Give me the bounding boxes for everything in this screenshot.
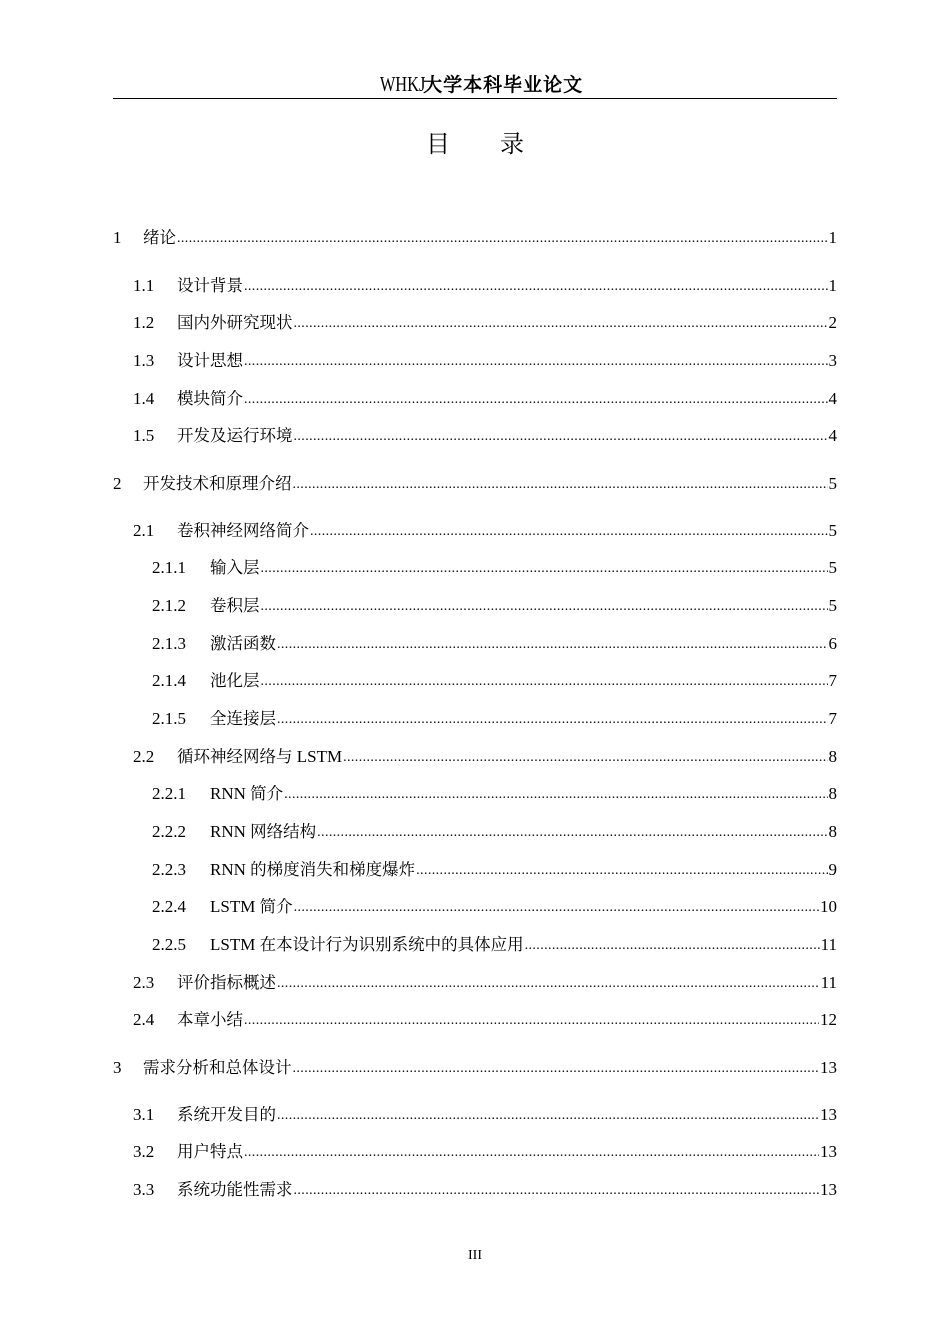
toc-entry-number: 3.3 bbox=[133, 1180, 155, 1199]
toc-entry-title: 绪论 bbox=[143, 228, 176, 247]
toc-entry-page: 11 bbox=[820, 973, 837, 992]
toc-entry-page: 8 bbox=[828, 747, 837, 766]
toc-entry[interactable] bbox=[133, 349, 837, 373]
toc-leader-dots bbox=[284, 783, 827, 807]
toc-entry[interactable] bbox=[152, 933, 837, 957]
toc-entry[interactable] bbox=[152, 669, 837, 693]
toc-leader-dots bbox=[293, 1057, 820, 1081]
toc-entry-page: 4 bbox=[828, 389, 837, 408]
toc-entry-page: 6 bbox=[828, 634, 837, 653]
toc-entry-number: 2.1.1 bbox=[152, 558, 186, 577]
toc-entry-number: 1.5 bbox=[133, 426, 155, 445]
toc-entry-number: 2.4 bbox=[133, 1010, 155, 1029]
toc-leader-dots bbox=[294, 425, 828, 449]
toc-entry-title: 国内外研究现状 bbox=[177, 313, 293, 332]
toc-entry[interactable] bbox=[113, 1056, 837, 1080]
toc-entry-number: 2.1.3 bbox=[152, 634, 186, 653]
toc-entry[interactable] bbox=[152, 707, 837, 731]
toc-entry-title: 卷积神经网络简介 bbox=[177, 521, 309, 540]
header-title: 大学本科毕业论文 bbox=[423, 74, 584, 96]
toc-entry-number: 2.1.4 bbox=[152, 671, 186, 690]
toc-entry[interactable] bbox=[133, 971, 837, 995]
toc-entry-title: 需求分析和总体设计 bbox=[143, 1058, 292, 1077]
toc-entry-title: 本章小结 bbox=[177, 1010, 243, 1029]
toc-entry-number: 2.2 bbox=[133, 747, 155, 766]
toc-entry-page: 11 bbox=[820, 935, 837, 954]
toc-entry-number: 1.3 bbox=[133, 351, 155, 370]
toc-entry-title: 模块简介 bbox=[177, 389, 243, 408]
toc-entry-title: 全连接层 bbox=[210, 709, 276, 728]
toc-entry-title: 用户特点 bbox=[177, 1142, 243, 1161]
toc-leader-dots bbox=[261, 670, 828, 694]
toc-entry-page: 7 bbox=[828, 671, 837, 690]
toc-entry-title: RNN 的梯度消失和梯度爆炸 bbox=[210, 860, 416, 879]
toc-leader-dots bbox=[277, 972, 820, 996]
toc-entry-number: 1.1 bbox=[133, 276, 155, 295]
toc-entry[interactable] bbox=[113, 226, 837, 250]
toc-leader-dots bbox=[244, 1141, 819, 1165]
toc-entry-number: 2.2.5 bbox=[152, 935, 186, 954]
toc-entry-title: 系统功能性需求 bbox=[177, 1180, 293, 1199]
toc-leader-dots bbox=[261, 557, 828, 581]
toc-leader-dots bbox=[277, 708, 828, 732]
toc-leader-dots bbox=[294, 1179, 820, 1203]
toc-entry-page: 5 bbox=[828, 596, 837, 615]
toc-title-char-2: 录 bbox=[500, 130, 524, 158]
toc-entry-page: 13 bbox=[820, 1180, 837, 1199]
toc-entry[interactable] bbox=[133, 1178, 837, 1202]
toc-entry-title: 评价指标概述 bbox=[177, 973, 276, 992]
toc-leader-dots bbox=[277, 1104, 819, 1128]
toc-entry-number: 2.2.2 bbox=[152, 822, 186, 841]
toc-entry-number: 1 bbox=[113, 228, 122, 247]
toc-entry-title: RNN 网络结构 bbox=[210, 822, 317, 841]
toc-entry[interactable] bbox=[152, 632, 837, 656]
toc-leader-dots bbox=[416, 859, 827, 883]
toc-entry-page: 8 bbox=[828, 784, 837, 803]
toc-entry-page: 1 bbox=[828, 228, 837, 247]
toc-entry-title: 系统开发目的 bbox=[177, 1105, 276, 1124]
toc-entry-title: 开发技术和原理介绍 bbox=[143, 474, 292, 493]
toc-leader-dots bbox=[244, 350, 828, 374]
header-brand: WHKJ bbox=[379, 72, 426, 96]
toc-entry-page: 5 bbox=[828, 474, 837, 493]
toc-entry-page: 5 bbox=[828, 521, 837, 540]
toc-entry-title: 设计思想 bbox=[177, 351, 243, 370]
toc-title-char-1: 目 bbox=[426, 130, 450, 158]
toc-entry-number: 2.2.1 bbox=[152, 784, 186, 803]
toc-entry[interactable] bbox=[133, 424, 837, 448]
toc-leader-dots bbox=[244, 275, 828, 299]
toc-entry-page: 7 bbox=[828, 709, 837, 728]
toc-entry-number: 1.2 bbox=[133, 313, 155, 332]
toc-entry[interactable] bbox=[152, 556, 837, 580]
toc-title bbox=[0, 124, 950, 159]
toc-entry[interactable] bbox=[133, 387, 837, 411]
toc-entry[interactable] bbox=[133, 311, 837, 335]
toc-entry[interactable] bbox=[133, 274, 837, 298]
toc-entry-page: 13 bbox=[820, 1142, 837, 1161]
toc-entry[interactable] bbox=[152, 820, 837, 844]
toc-leader-dots bbox=[294, 896, 819, 920]
toc-entry[interactable] bbox=[133, 1140, 837, 1164]
page-number: III bbox=[468, 1248, 482, 1263]
toc-entry-title: 开发及运行环境 bbox=[177, 426, 293, 445]
toc-entry-number: 2.1.2 bbox=[152, 596, 186, 615]
toc-entry-number: 2.1.5 bbox=[152, 709, 186, 728]
toc-entry-number: 2.1 bbox=[133, 521, 155, 540]
toc-leader-dots bbox=[244, 1009, 819, 1033]
toc-entry-page: 12 bbox=[820, 1010, 837, 1029]
toc-leader-dots bbox=[177, 227, 828, 251]
toc-leader-dots bbox=[277, 633, 828, 657]
toc-entry-title: RNN 简介 bbox=[210, 784, 284, 803]
toc-entry[interactable] bbox=[152, 858, 837, 882]
toc-entry-page: 3 bbox=[828, 351, 837, 370]
toc-entry-page: 5 bbox=[828, 558, 837, 577]
toc-entry[interactable] bbox=[113, 472, 837, 496]
toc-entry-page: 13 bbox=[820, 1105, 837, 1124]
toc-entry-page: 9 bbox=[828, 860, 837, 879]
toc-leader-dots bbox=[261, 595, 828, 619]
toc-entry-number: 2.3 bbox=[133, 973, 155, 992]
toc-entry-page: 4 bbox=[828, 426, 837, 445]
toc-entry-page: 10 bbox=[820, 897, 837, 916]
toc-leader-dots bbox=[293, 473, 828, 497]
toc-entry-page: 13 bbox=[820, 1058, 837, 1077]
toc-entry-title: 池化层 bbox=[210, 671, 260, 690]
toc-entry-page: 2 bbox=[828, 313, 837, 332]
toc-entry-number: 1.4 bbox=[133, 389, 155, 408]
toc-entry-number: 2 bbox=[113, 474, 122, 493]
toc-leader-dots bbox=[317, 821, 827, 845]
running-header bbox=[113, 68, 837, 99]
toc-entry-title: 设计背景 bbox=[177, 276, 243, 295]
toc-leader-dots bbox=[343, 746, 827, 770]
toc-entry[interactable] bbox=[133, 745, 837, 769]
toc-entry[interactable] bbox=[152, 782, 837, 806]
toc-entry-number: 3 bbox=[113, 1058, 122, 1077]
toc-leader-dots bbox=[294, 312, 828, 336]
toc-entry-number: 2.2.3 bbox=[152, 860, 186, 879]
toc-entry[interactable] bbox=[133, 1103, 837, 1127]
toc-entry-number: 3.1 bbox=[133, 1105, 155, 1124]
toc-leader-dots bbox=[525, 934, 820, 958]
toc-entry-title: 卷积层 bbox=[210, 596, 260, 615]
toc-entry[interactable] bbox=[152, 895, 837, 919]
toc-entry-page: 1 bbox=[828, 276, 837, 295]
toc-entry-number: 3.2 bbox=[133, 1142, 155, 1161]
toc-entry-title: 输入层 bbox=[210, 558, 260, 577]
toc-entry-number: 2.2.4 bbox=[152, 897, 186, 916]
toc-entry[interactable] bbox=[152, 594, 837, 618]
toc-entry-title: 激活函数 bbox=[210, 634, 276, 653]
toc-entry-title: LSTM 在本设计行为识别系统中的具体应用 bbox=[210, 935, 524, 954]
toc-entry[interactable] bbox=[133, 1008, 837, 1032]
toc-leader-dots bbox=[310, 520, 828, 544]
toc-leader-dots bbox=[244, 388, 828, 412]
toc-entry-page: 8 bbox=[828, 822, 837, 841]
toc-entry-title: 循环神经网络与 LSTM bbox=[177, 747, 343, 766]
toc-entry[interactable] bbox=[133, 519, 837, 543]
toc-entry-title: LSTM 简介 bbox=[210, 897, 293, 916]
